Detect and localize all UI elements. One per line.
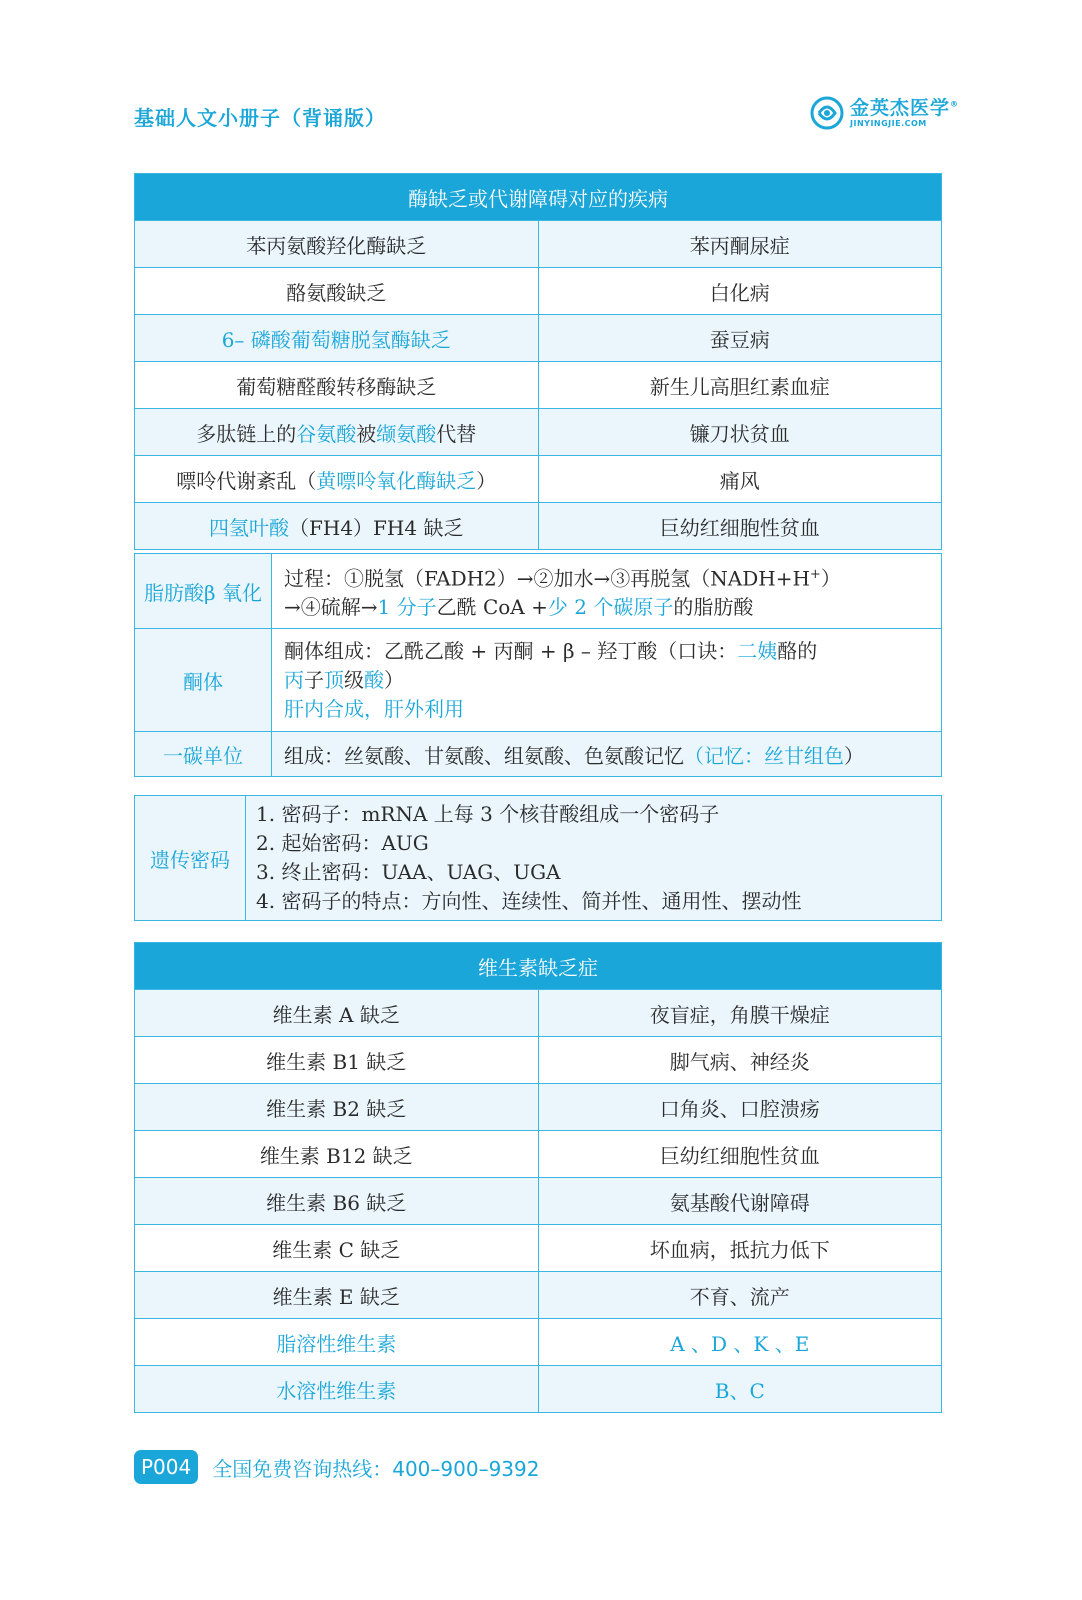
vitamin-cell: 维生素 A 缺乏: [135, 990, 539, 1037]
table-row: [135, 1084, 942, 1131]
metabolism-table: [134, 553, 942, 777]
text-segment: 子: [304, 667, 324, 692]
enzyme-cell: [135, 456, 539, 503]
table-row: [135, 796, 942, 921]
list-item: 3. 终止密码：UAA、UAG、UGA: [256, 860, 561, 884]
list-item: 1. 密码子：mRNA 上每 3 个核苷酸组成一个密码子: [256, 802, 720, 826]
text-segment: （FH4）FH4 缺乏: [289, 515, 464, 540]
superscript: +: [809, 566, 821, 582]
logo-english: JINYINGJIE.COM: [850, 118, 927, 128]
enzyme-cell: 葡萄糖醛酸转移酶缺乏: [135, 362, 539, 409]
vitamin-cell: 维生素 C 缺乏: [135, 1225, 539, 1272]
highlight-text: 二姨: [737, 638, 778, 663]
highlight-text: （记忆：丝甘组色: [684, 743, 844, 768]
table-row: [135, 221, 942, 268]
vitamin-cell: 脂溶性维生素: [135, 1319, 539, 1366]
highlight-text: 缬氨酸: [376, 421, 437, 446]
enzyme-cell: 6– 磷酸葡萄糖脱氢酶缺乏: [135, 315, 539, 362]
row-key: 一碳单位: [135, 732, 272, 777]
text-segment: ）: [476, 468, 497, 493]
row-key: 脂肪酸β 氧化: [135, 554, 272, 629]
row-value: [246, 796, 942, 921]
brand-logo: [810, 96, 959, 130]
vitamin-cell: 维生素 B6 缺乏: [135, 1178, 539, 1225]
symptom-cell: B、C: [538, 1366, 942, 1413]
genetic-code-table: [134, 795, 942, 921]
text-segment: 的脂肪酸: [673, 595, 754, 620]
text-segment: 过程：①脱氢（FADH2）→②加水→③再脱氢（NADH+H: [284, 566, 810, 591]
vitamin-cell: 维生素 B2 缺乏: [135, 1084, 539, 1131]
text-segment: 乙酰 CoA +: [436, 595, 548, 620]
text-segment: ）: [844, 743, 864, 768]
disease-cell: 苯丙酮尿症: [538, 221, 942, 268]
symptom-cell: 脚气病、神经炎: [538, 1037, 942, 1084]
vitamin-cell: 维生素 B1 缺乏: [135, 1037, 539, 1084]
symptom-cell: 氨基酸代谢障碍: [538, 1178, 942, 1225]
disease-cell: 新生儿高胆红素血症: [538, 362, 942, 409]
logo-swirl-icon: [810, 96, 844, 130]
table-row: [135, 1319, 942, 1366]
table-row: [135, 554, 942, 629]
symptom-cell: 坏血病，抵抗力低下: [538, 1225, 942, 1272]
text-segment: 组成：丝氨酸、甘氨酸、组氨酸、色氨酸记忆: [284, 743, 684, 768]
enzyme-cell: 苯丙氨酸羟化酶缺乏: [135, 221, 539, 268]
row-value: [272, 732, 942, 777]
table-row: [135, 409, 942, 456]
table-row: [135, 362, 942, 409]
table-row: [135, 268, 942, 315]
symptom-cell: 夜盲症，角膜干燥症: [538, 990, 942, 1037]
enzyme-table-title: 酶缺乏或代谢障碍对应的疾病: [135, 174, 942, 221]
highlight-text: 少 2 个碳原子: [547, 595, 674, 620]
highlight-text: 四氢叶酸: [209, 515, 290, 540]
list-item: 4. 密码子的特点：方向性、连续性、简并性、通用性、摆动性: [256, 889, 802, 913]
highlight-text: 顶: [324, 667, 344, 692]
table-row: [135, 732, 942, 777]
highlight-text: 黄嘌呤氧化酶缺乏: [316, 468, 477, 493]
highlight-text: 肝内合成，肝外利用: [284, 696, 464, 721]
logo-registered: ®: [950, 99, 960, 109]
text-segment: 酮体组成：乙酰乙酸 + 丙酮 + β – 羟丁酸（口诀：: [284, 638, 738, 663]
symptom-cell: A 、D 、K 、E: [538, 1319, 942, 1366]
vitamin-table-title: 维生素缺乏症: [135, 943, 942, 990]
row-key: 遗传密码: [135, 796, 246, 921]
table-row: [135, 1178, 942, 1225]
symptom-cell: 巨幼红细胞性贫血: [538, 1131, 942, 1178]
disease-cell: 镰刀状贫血: [538, 409, 942, 456]
table-row: [135, 1131, 942, 1178]
text-segment: 嘌呤代谢紊乱（: [176, 468, 317, 493]
disease-cell: 白化病: [538, 268, 942, 315]
enzyme-cell: 酪氨酸缺乏: [135, 268, 539, 315]
highlight-text: 丙: [284, 667, 304, 692]
disease-cell: 巨幼红细胞性贫血: [538, 503, 942, 550]
disease-cell: 蚕豆病: [538, 315, 942, 362]
table-row: [135, 315, 942, 362]
enzyme-disease-table: [134, 173, 942, 550]
symptom-cell: 口角炎、口腔溃疡: [538, 1084, 942, 1131]
vitamin-cell: 维生素 B12 缺乏: [135, 1131, 539, 1178]
table-row: [135, 990, 942, 1037]
enzyme-cell: [135, 503, 539, 550]
vitamin-cell: 水溶性维生素: [135, 1366, 539, 1413]
highlight-text: 酸: [364, 667, 384, 692]
vitamin-cell: 维生素 E 缺乏: [135, 1272, 539, 1319]
page-footer: [134, 1450, 539, 1484]
table-row: [135, 1366, 942, 1413]
table-row: [135, 456, 942, 503]
text-segment: 级: [344, 667, 364, 692]
row-value: [272, 554, 942, 629]
text-segment: 代替: [436, 421, 477, 446]
page-number-badge: P004: [134, 1450, 198, 1484]
text-segment: 被: [356, 421, 377, 446]
row-value: [272, 629, 942, 732]
vitamin-deficiency-table: [134, 942, 942, 1413]
symptom-cell: 不育、流产: [538, 1272, 942, 1319]
list-item: 2. 起始密码：AUG: [256, 831, 429, 855]
text-segment: ）: [384, 667, 404, 692]
hotline-text: 全国免费咨询热线：400–900–9392: [212, 1456, 540, 1481]
table-row: [135, 629, 942, 732]
table-row: [135, 1272, 942, 1319]
enzyme-cell: [135, 409, 539, 456]
table-row: [135, 503, 942, 550]
row-key: 酮体: [135, 629, 272, 732]
logo-chinese: 金英杰医学: [850, 96, 951, 119]
table-row: [135, 1037, 942, 1084]
highlight-text: 谷氨酸: [296, 421, 357, 446]
text-segment: ）: [820, 566, 841, 591]
text-segment: 酪的: [777, 638, 818, 663]
disease-cell: 痛风: [538, 456, 942, 503]
booklet-title: 基础人文小册子（背诵版）: [134, 106, 386, 130]
text-segment: →④硫解→: [284, 595, 378, 620]
highlight-text: 1 分子: [377, 595, 437, 620]
text-segment: 多肽链上的: [196, 421, 297, 446]
table-row: [135, 1225, 942, 1272]
